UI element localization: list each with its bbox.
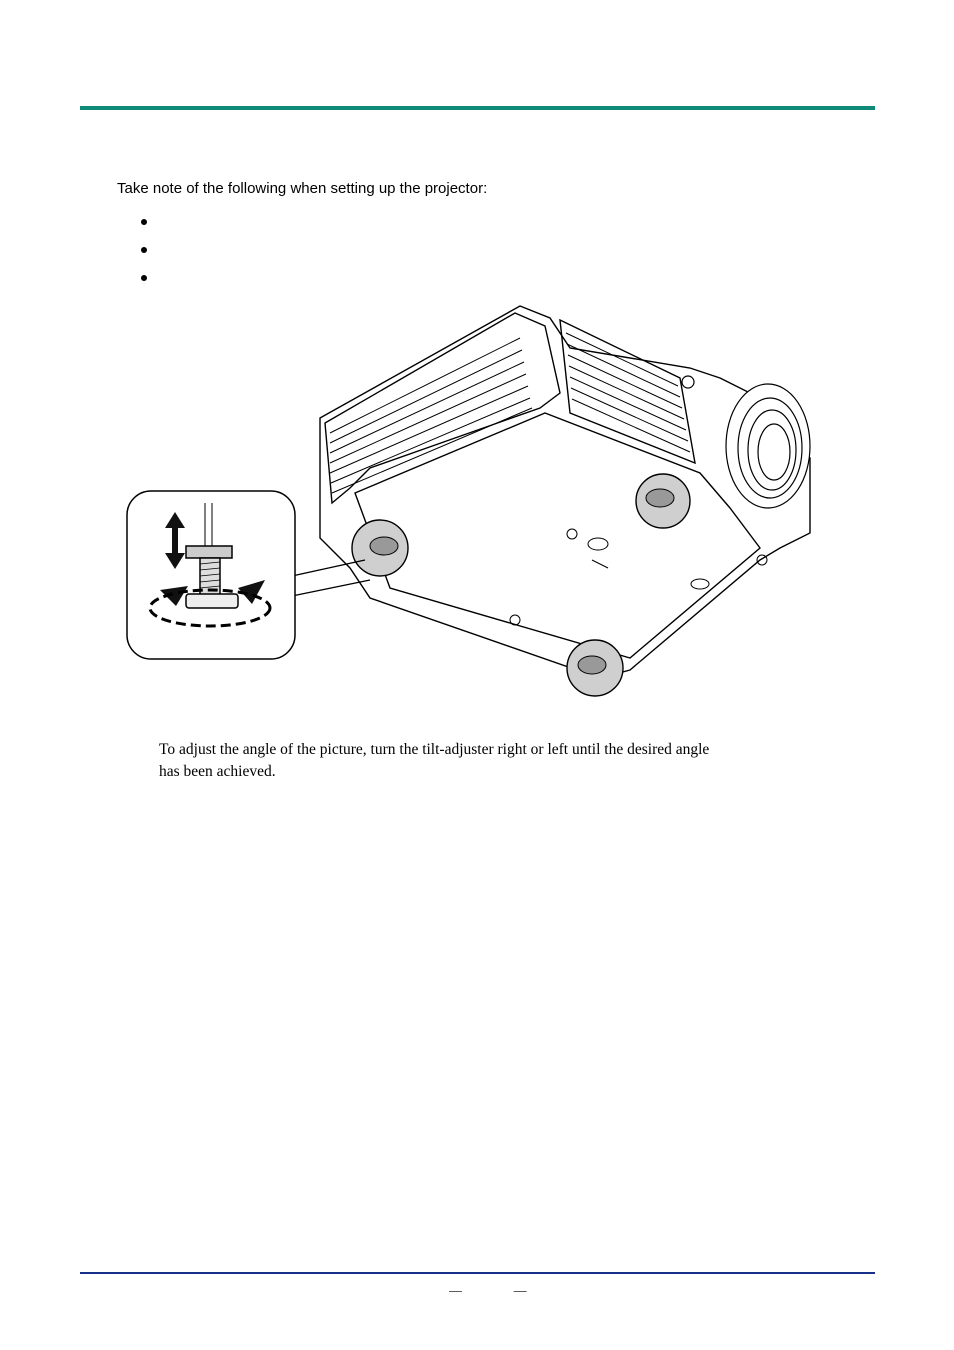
bullet-icon xyxy=(141,219,147,225)
footer-rule xyxy=(80,1272,875,1274)
list-item xyxy=(138,268,156,296)
list-item xyxy=(138,212,156,240)
page-number-marks: — — xyxy=(449,1283,551,1298)
header-rule xyxy=(80,106,875,110)
list-item xyxy=(138,240,156,268)
setup-notes-list xyxy=(138,212,156,296)
tilt-adjust-instruction: To adjust the angle of the picture, turn the tilt-adjuster right or left until the desired angle has been achieved. xyxy=(159,741,710,780)
bullet-icon xyxy=(141,275,147,281)
intro-text: Take note of the following when setting up the projector: xyxy=(117,180,488,197)
bullet-icon xyxy=(141,247,147,253)
inset-detail xyxy=(127,491,295,659)
projector-tilt-adjuster-illustration xyxy=(120,298,825,698)
projector-body xyxy=(320,306,810,678)
